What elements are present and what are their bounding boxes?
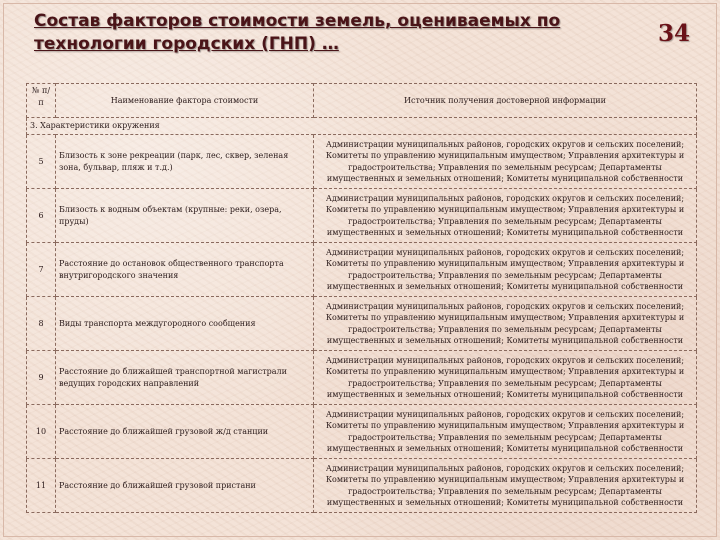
row-factor-name: Виды транспорта междугородного сообщения <box>56 297 314 351</box>
row-num: 7 <box>27 243 56 297</box>
table-row <box>27 243 697 297</box>
row-num: 11 <box>27 459 56 513</box>
slide-title: Состав факторов стоимости земель, оцениваемых по технологии городских (ГНП) … <box>34 11 561 54</box>
row-factor-name: Близость к водным объектам (крупные: реки, озера, пруды) <box>56 189 314 243</box>
table-row <box>27 135 697 189</box>
row-num: 5 <box>27 135 56 189</box>
header-factor-name: Наименование фактора стоимости <box>56 84 314 118</box>
section-row <box>27 118 697 135</box>
row-source: Администрации муниципальных районов, городских округов и сельских поселений; Комитеты по управлению муниципальным имуществом; Управления архитектуры и градостроительства; Управления по земельным ресурсам; Департаменты имущественных и земельных отношений; Комитеты муниципальной собственности <box>314 297 697 351</box>
row-source: Администрации муниципальных районов, городских округов и сельских поселений; Комитеты по управлению муниципальным имуществом; Управления архитектуры и градостроительства; Управления по земельным ресурсам; Департаменты имущественных и земельных отношений; Комитеты муниципальной собственности <box>314 189 697 243</box>
row-source: Администрации муниципальных районов, городских округов и сельских поселений; Комитеты по управлению муниципальным имуществом; Управления архитектуры и градостроительства; Управления по земельным ресурсам; Департаменты имущественных и земельных отношений; Комитеты муниципальной собственности <box>314 459 697 513</box>
table-row <box>27 297 697 351</box>
row-num: 8 <box>27 297 56 351</box>
row-num: 9 <box>27 351 56 405</box>
page-number: 34 <box>657 20 690 47</box>
row-source: Администрации муниципальных районов, городских округов и сельских поселений; Комитеты по управлению муниципальным имуществом; Управления архитектуры и градостроительства; Управления по земельным ресурсам; Департаменты имущественных и земельных отношений; Комитеты муниципальной собственности <box>314 243 697 297</box>
table-header-row <box>27 84 697 118</box>
table-row <box>27 405 697 459</box>
row-source: Администрации муниципальных районов, городских округов и сельских поселений; Комитеты по управлению муниципальным имуществом; Управления архитектуры и градостроительства; Управления по земельным ресурсам; Департаменты имущественных и земельных отношений; Комитеты муниципальной собственности <box>314 351 697 405</box>
header-source: Источник получения достоверной информации <box>314 84 697 118</box>
row-source: Администрации муниципальных районов, городских округов и сельских поселений; Комитеты по управлению муниципальным имуществом; Управления архитектуры и градостроительства; Управления по земельным ресурсам; Департаменты имущественных и земельных отношений; Комитеты муниципальной собственности <box>314 405 697 459</box>
table-row <box>27 189 697 243</box>
row-factor-name: Близость к зоне рекреации (парк, лес, сквер, зеленая зона, бульвар, пляж и т.д.) <box>56 135 314 189</box>
row-factor-name: Расстояние до ближайшей грузовой пристани <box>56 459 314 513</box>
row-num: 6 <box>27 189 56 243</box>
section-title: 3. Характеристики окружения <box>27 118 697 135</box>
header-num: № п/п <box>27 84 56 118</box>
factors-table <box>26 83 697 513</box>
row-factor-name: Расстояние до ближайшей транспортной магистрали ведущих городских направлений <box>56 351 314 405</box>
row-source: Администрации муниципальных районов, городских округов и сельских поселений; Комитеты по управлению муниципальным имуществом; Управления архитектуры и градостроительства; Управления по земельным ресурсам; Департаменты имущественных и земельных отношений; Комитеты муниципальной собственности <box>314 135 697 189</box>
table-row <box>27 459 697 513</box>
row-num: 10 <box>27 405 56 459</box>
row-factor-name: Расстояние до остановок общественного транспорта внутригородского значения <box>56 243 314 297</box>
table-row <box>27 351 697 405</box>
row-factor-name: Расстояние до ближайшей грузовой ж/д станции <box>56 405 314 459</box>
